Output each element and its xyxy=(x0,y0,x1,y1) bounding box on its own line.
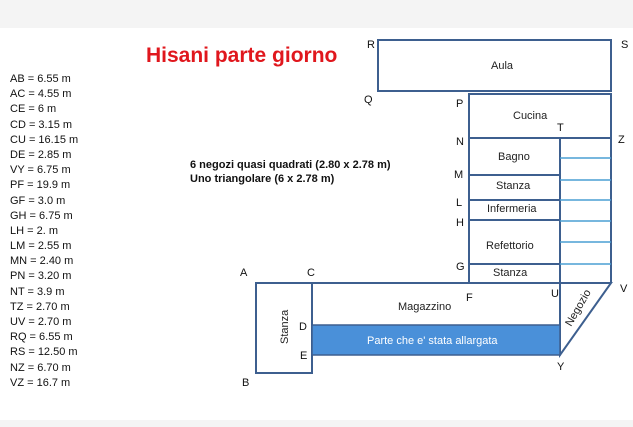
bagno-label: Bagno xyxy=(498,151,530,163)
measurement-item: DE = 2.85 m xyxy=(10,148,72,161)
infermeria-label: Infermeria xyxy=(487,203,537,215)
point-g: G xyxy=(456,261,465,273)
refettorio-label: Refettorio xyxy=(486,240,534,252)
point-v: V xyxy=(620,283,628,295)
point-q: Q xyxy=(364,94,373,106)
page-title: Hisani parte giorno xyxy=(146,44,338,67)
cucina-label: Cucina xyxy=(513,110,548,122)
measurement-item: PN = 3.20 m xyxy=(10,270,72,283)
measurement-item: NZ = 6.70 m xyxy=(10,361,71,374)
point-b: B xyxy=(242,377,250,389)
measurement-item: LM = 2.55 m xyxy=(10,240,72,253)
point-s: S xyxy=(621,39,629,51)
measurement-item: CU = 16.15 m xyxy=(10,133,79,146)
magazzino-label: Magazzino xyxy=(398,301,452,313)
measurement-item: CE = 6 m xyxy=(10,103,57,116)
measurement-item: MN = 2.40 m xyxy=(10,255,74,268)
measurement-item: VY = 6.75 m xyxy=(10,164,71,177)
point-a: A xyxy=(240,267,248,279)
measurement-item: CD = 3.15 m xyxy=(10,118,73,131)
note-line-1: 6 negozi quasi quadrati (2.80 x 2.78 m) xyxy=(190,159,391,171)
point-y: Y xyxy=(557,361,565,373)
stanza-lower-right-label: Stanza xyxy=(493,267,528,279)
point-h: H xyxy=(456,217,464,229)
point-u: U xyxy=(551,288,559,300)
measurement-item: GH = 6.75 m xyxy=(10,209,73,222)
point-e: E xyxy=(300,350,308,362)
stanza-left-label: Stanza xyxy=(279,309,291,344)
stanza-right-label: Stanza xyxy=(496,180,531,192)
point-p: P xyxy=(456,98,464,110)
measurement-item: PF = 19.9 m xyxy=(10,179,71,192)
measurement-item: NT = 3.9 m xyxy=(10,285,65,298)
point-n: N xyxy=(456,136,464,148)
enlarged-area-label: Parte che e' stata allargata xyxy=(367,335,498,347)
point-c: C xyxy=(307,267,315,279)
measurement-item: VZ = 16.7 m xyxy=(10,376,71,389)
note-line-2: Uno triangolare (6 x 2.78 m) xyxy=(190,173,335,185)
point-l: L xyxy=(456,197,463,209)
measurement-item: UV = 2.70 m xyxy=(10,316,72,328)
measurement-item: AC = 4.55 m xyxy=(10,88,72,101)
measurement-item: GF = 3.0 m xyxy=(10,194,66,207)
measurement-item: LH = 2. m xyxy=(10,224,58,237)
aula-label: Aula xyxy=(491,60,514,72)
measurement-item: AB = 6.55 m xyxy=(10,73,71,85)
point-f: F xyxy=(466,292,473,304)
measurement-item: RQ = 6.55 m xyxy=(10,331,73,344)
point-t: T xyxy=(557,122,564,134)
point-d: D xyxy=(299,321,307,333)
measurement-item: TZ = 2.70 m xyxy=(10,300,70,313)
measurement-item: RS = 12.50 m xyxy=(10,346,78,359)
point-r: R xyxy=(367,39,375,51)
negozio-label: Negozio xyxy=(563,287,594,329)
point-m: M xyxy=(454,169,464,181)
point-z: Z xyxy=(618,134,625,146)
